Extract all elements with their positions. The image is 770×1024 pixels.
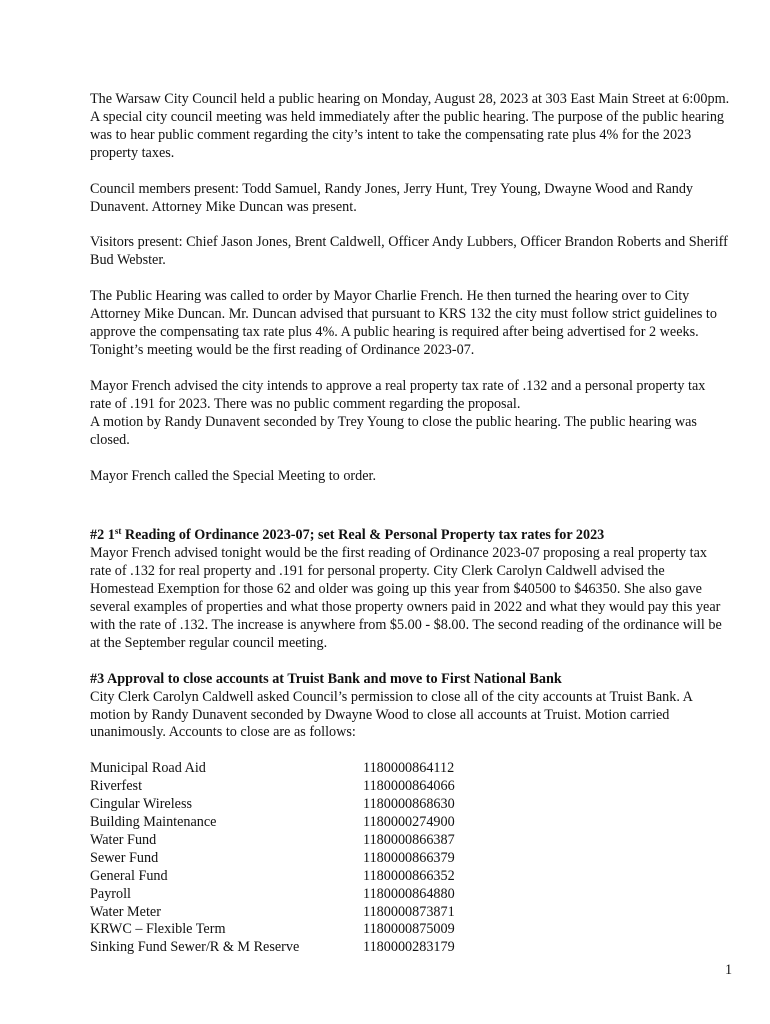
- account-number: 1180000864112: [363, 760, 455, 777]
- item-2-number: #2 1: [90, 527, 115, 544]
- visitors-paragraph: Visitors present: Chief Jason Jones, Brent Caldwell, Officer Andy Lubbers, Officer Brandon Roberts and Sheriff Bud Webster.: [90, 234, 728, 269]
- item-2-heading: [90, 527, 730, 545]
- tax-rate-line-1: Mayor French advised the city intends to approve a real property tax rate of .132 and a personal property tax rate of .191 for 2023. There was no public comment regarding the proposal.: [90, 377, 706, 412]
- account-row: [90, 796, 730, 814]
- account-name: Building Maintenance: [90, 814, 217, 831]
- item-3-body: City Clerk Carolyn Caldwell asked Council’s permission to close all of the city accounts at Truist Bank. A motion by Randy Dunavent seconded by Dwayne Wood to close all accounts at Truist. Motion carried unanimously. Accounts to close are as follows:: [90, 688, 693, 741]
- account-number: 1180000274900: [363, 814, 455, 831]
- document-page: [90, 91, 730, 957]
- tax-rate-line-2: A motion by Randy Dunavent seconded by Trey Young to close the public hearing. The public hearing was closed.: [90, 413, 697, 448]
- item-2-body: Mayor French advised tonight would be the first reading of Ordinance 2023-07 proposing a real property tax rate of .132 for real property and .191 for personal property. City Clerk Carolyn Caldwell advised the Homestead Exemption for those 62 and older was going up this year from $40500 to $46350. She also gave several examples of properties and what those property owners paid in 2022 and what they would pay this year with the rate of .132. The increase is anywhere from $5.00 - $8.00. The second reading of the ordinance will be at the September regular council meeting.: [90, 545, 722, 651]
- account-row: [90, 814, 730, 832]
- account-row: [90, 939, 730, 957]
- account-name: Municipal Road Aid: [90, 760, 206, 777]
- account-row: [90, 850, 730, 868]
- account-row: [90, 921, 730, 939]
- account-row: [90, 886, 730, 904]
- special-meeting-paragraph: Mayor French called the Special Meeting to order.: [90, 467, 377, 484]
- account-number: 1180000875009: [363, 921, 455, 938]
- account-number: 1180000283179: [363, 939, 455, 956]
- item-3-heading: #3 Approval to close accounts at Truist Bank and move to First National Bank: [90, 670, 562, 687]
- account-name: KRWC – Flexible Term: [90, 921, 226, 938]
- account-number: 1180000866379: [363, 849, 455, 866]
- account-number: 1180000864066: [363, 778, 455, 795]
- account-name: General Fund: [90, 867, 168, 884]
- account-row: [90, 832, 730, 850]
- account-number: 1180000866387: [363, 831, 455, 848]
- account-row: [90, 760, 730, 778]
- account-name: Water Meter: [90, 903, 161, 920]
- page-number: 1: [725, 962, 733, 978]
- council-members-paragraph: Council members present: Todd Samuel, Randy Jones, Jerry Hunt, Trey Young, Dwayne Wood and Randy Dunavent. Attorney Mike Duncan was present.: [90, 180, 694, 215]
- account-number: 1180000868630: [363, 796, 455, 813]
- tax-rate-paragraph: [90, 378, 730, 450]
- accounts-list: [90, 760, 730, 957]
- section-spacer: [90, 503, 730, 527]
- item-2-title: Reading of Ordinance 2023-07; set Real & Personal Property tax rates for 2023: [121, 527, 605, 544]
- account-name: Cingular Wireless: [90, 796, 193, 813]
- account-name: Sinking Fund Sewer/R & M Reserve: [90, 939, 300, 956]
- account-number: 1180000873871: [363, 903, 455, 920]
- account-number: 1180000866352: [363, 867, 455, 884]
- account-name: Sewer Fund: [90, 849, 159, 866]
- account-number: 1180000864880: [363, 885, 455, 902]
- item-2-superscript: st: [114, 526, 122, 537]
- account-name: Riverfest: [90, 778, 143, 795]
- account-row: [90, 868, 730, 886]
- account-name: Payroll: [90, 885, 131, 902]
- account-name: Water Fund: [90, 831, 157, 848]
- account-row: [90, 778, 730, 796]
- called-to-order-paragraph: The Public Hearing was called to order by Mayor Charlie French. He then turned the hearing over to City Attorney Mike Duncan. Mr. Duncan advised that pursuant to KRS 132 the city must follow strict guidelines to approve the compensating tax rate plus 4%. A public hearing is required after being advertised for 2 weeks. Tonight’s meeting would be the first reading of Ordinance 2023-07.: [90, 288, 717, 358]
- account-row: [90, 904, 730, 922]
- intro-paragraph: The Warsaw City Council held a public hearing on Monday, August 28, 2023 at 303 East Main Street at 6:00pm. A special city council meeting was held immediately after the public hearing. The purpose of the public hearing was to hear public comment regarding the city’s intent to take the compensating rate plus 4% for the 2023 property taxes.: [90, 91, 730, 161]
